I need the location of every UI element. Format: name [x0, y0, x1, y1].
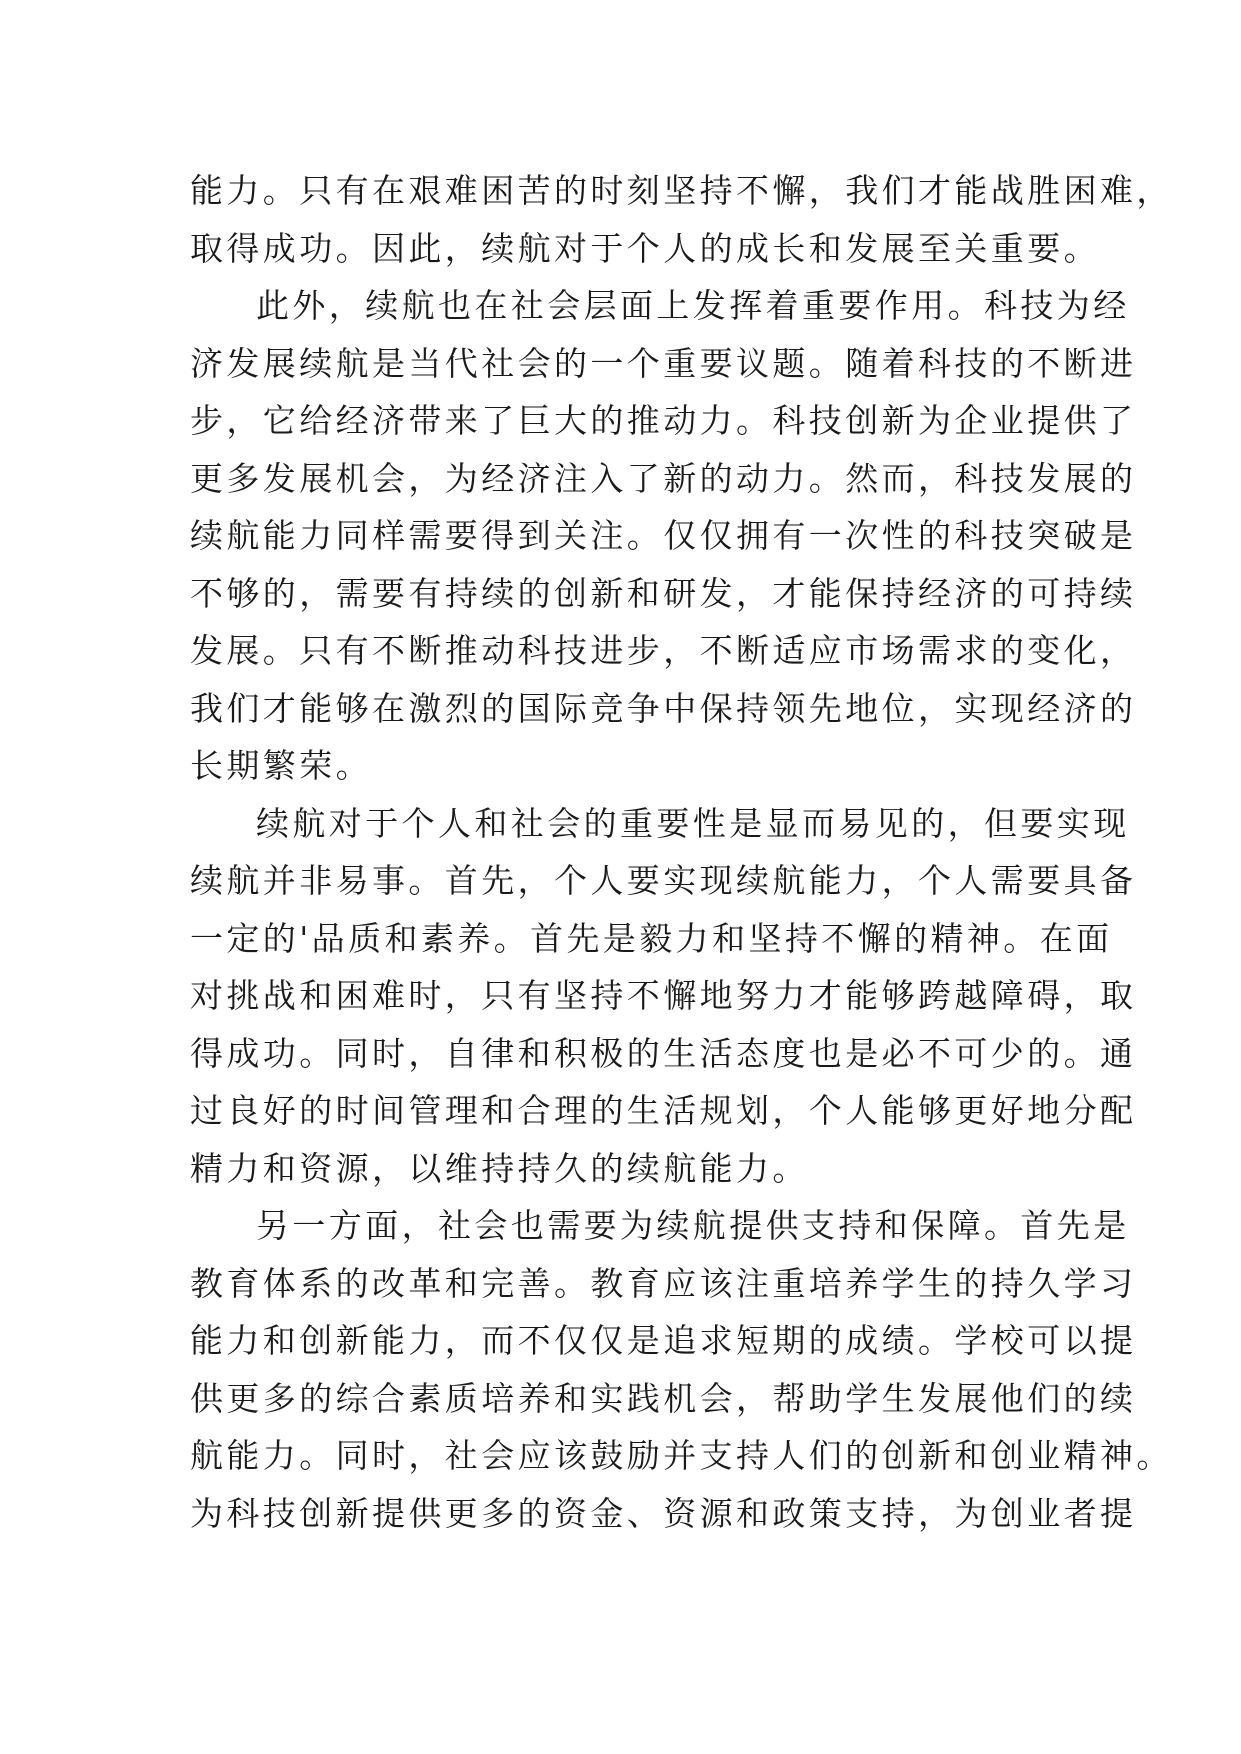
text-line: 此外，续航也在社会层面上发挥着重要作用。科技为经: [256, 286, 1130, 325]
text-line: 更多发展机会，为经济注入了新的动力。然而，科技发展的: [190, 458, 1137, 498]
text-line: 另一方面，社会也需要为续航提供支持和保障。首先是: [256, 1206, 1130, 1245]
text-line: 步，它给经济带来了巨大的推动力。科技创新为企业提供了: [190, 401, 1137, 440]
text-line: 续航能力同样需要得到关注。仅仅拥有一次性的科技突破是: [190, 516, 1137, 555]
paragraph-1: [190, 162, 1173, 277]
paragraph-2: [190, 277, 1137, 795]
text-line: 过良好的时间管理和合理的生活规划，个人能够更好地分配: [190, 1091, 1137, 1130]
text-line: 教育体系的改革和完善。教育应该注重培养学生的持久学习: [190, 1263, 1137, 1303]
text-line: 发展。只有不断推动科技进步，不断适应市场需求的变化，: [190, 631, 1137, 670]
text-line: 长期繁荣。: [190, 746, 372, 785]
text-line: 我们才能够在激烈的国际竞争中保持领先地位，实现经济的: [190, 688, 1137, 728]
text-line: 能力和创新能力，而不仅仅是追求短期的成绩。学校可以提: [190, 1321, 1137, 1360]
text-line: 得成功。同时，自律和积极的生活态度也是必不可少的。通: [190, 1033, 1137, 1073]
body-text: [190, 162, 1173, 1542]
text-line: 续航并非易事。首先，个人要实现续航能力，个人需要具备: [190, 861, 1137, 900]
text-line: 续航对于个人和社会的重要性是显而易见的，但要实现: [256, 803, 1130, 843]
text-line: 为科技创新提供更多的资金、资源和政策支持，为创业者提: [190, 1493, 1137, 1533]
text-line: 取得成功。因此，续航对于个人的成长和发展至关重要。: [190, 228, 1100, 268]
paragraph-4: [190, 1197, 1173, 1542]
text-line: 航能力。同时，社会应该鼓励并支持人们的创新和创业精神。: [190, 1436, 1173, 1475]
text-line: 对挑战和困难时，只有坚持不懈地努力才能够跨越障碍，取: [190, 976, 1137, 1015]
paragraph-3: [190, 795, 1137, 1198]
text-line: 能力。只有在艰难困苦的时刻坚持不懈，我们才能战胜困难，: [190, 171, 1173, 210]
text-line: 供更多的综合素质培养和实践机会，帮助学生发展他们的续: [190, 1378, 1137, 1418]
text-line: 济发展续航是当代社会的一个重要议题。随着科技的不断进: [190, 343, 1137, 383]
text-line: 不够的，需要有持续的创新和研发，才能保持经济的可持续: [190, 573, 1137, 613]
text-line: 精力和资源，以维持持久的续航能力。: [190, 1148, 809, 1188]
text-line: 一定的'品质和素养。首先是毅力和坚持不懈的精神。在面: [190, 918, 1113, 958]
